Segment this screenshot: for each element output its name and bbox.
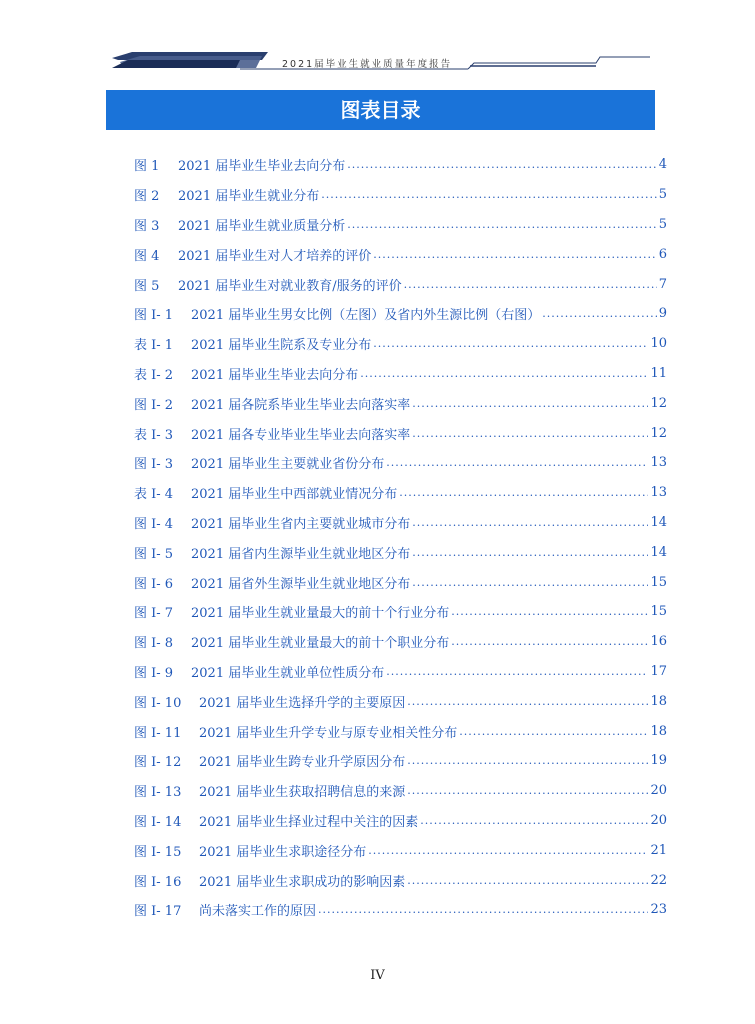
toc-entry-page: 10 bbox=[650, 336, 667, 352]
toc-entry[interactable] bbox=[134, 269, 667, 299]
toc-entry-page: 5 bbox=[658, 216, 667, 232]
toc-entry-title: 2021 届省外生源毕业生就业地区分布 bbox=[191, 576, 411, 592]
toc-entry-page: 11 bbox=[650, 365, 667, 381]
toc-entry-title: 2021 届毕业生院系及专业分布 bbox=[191, 338, 372, 354]
toc-entry-label: 图 I- 6 bbox=[134, 576, 174, 592]
toc-entry[interactable] bbox=[134, 895, 667, 925]
toc-entry[interactable] bbox=[134, 388, 667, 418]
toc-entry-label: 图 I- 8 bbox=[134, 636, 174, 652]
toc-entry-label: 表 I- 1 bbox=[134, 338, 174, 354]
toc-entry-title: 2021 届毕业生男女比例（左图）及省内外生源比例（右图） bbox=[191, 308, 541, 324]
toc-entry[interactable] bbox=[134, 448, 667, 478]
toc-leader-dots bbox=[412, 397, 648, 410]
toc-entry-title: 2021 届毕业生就业单位性质分布 bbox=[191, 665, 385, 681]
toc-leader-dots bbox=[347, 158, 657, 171]
toc-entry-page: 7 bbox=[658, 276, 667, 292]
toc-entry-title: 2021 届毕业生获取招聘信息的来源 bbox=[199, 785, 406, 801]
toc-entry[interactable] bbox=[134, 627, 667, 657]
toc-leader-dots bbox=[451, 635, 648, 648]
toc-entry[interactable] bbox=[134, 239, 667, 269]
toc-entry-label: 图 I- 3 bbox=[134, 457, 174, 473]
toc-entry-title: 2021 届毕业生就业量最大的前十个职业分布 bbox=[191, 636, 450, 652]
toc-entry-page: 21 bbox=[650, 842, 667, 858]
toc-entry[interactable] bbox=[134, 150, 667, 180]
toc-entry-page: 18 bbox=[650, 723, 667, 739]
toc-entry-label: 图 I- 13 bbox=[134, 785, 182, 801]
toc-leader-dots bbox=[407, 874, 648, 887]
toc-leader-dots bbox=[407, 695, 648, 708]
toc-leader-dots bbox=[407, 784, 648, 797]
toc-entry-title: 2021 届毕业生省内主要就业城市分布 bbox=[191, 516, 411, 532]
toc-entry-label: 图 I- 1 bbox=[134, 308, 174, 324]
toc-entry[interactable] bbox=[134, 567, 667, 597]
toc-entry-title: 2021 届毕业生选择升学的主要原因 bbox=[199, 695, 406, 711]
toc-entry[interactable] bbox=[134, 508, 667, 538]
toc-entry-label: 表 I- 2 bbox=[134, 367, 174, 383]
toc-entry-label: 表 I- 4 bbox=[134, 487, 174, 503]
toc-entry[interactable] bbox=[134, 686, 667, 716]
toc-entry-page: 13 bbox=[650, 455, 667, 471]
toc-entry-title: 2021 届毕业生毕业去向分布 bbox=[178, 159, 346, 175]
toc-entry-page: 20 bbox=[650, 783, 667, 799]
toc-entry-page: 22 bbox=[650, 872, 667, 888]
toc-entry[interactable] bbox=[134, 597, 667, 627]
toc-entry-label: 图 3 bbox=[134, 218, 160, 234]
page-number: IV bbox=[370, 968, 385, 983]
toc-entry-title: 2021 届毕业生择业过程中关注的因素 bbox=[199, 814, 419, 830]
toc-leader-dots bbox=[412, 427, 648, 440]
toc-entry-title: 2021 届毕业生就业量最大的前十个行业分布 bbox=[191, 606, 450, 622]
toc-entry-label: 图 4 bbox=[134, 248, 160, 264]
toc-entry[interactable] bbox=[134, 418, 667, 448]
toc-leader-dots bbox=[360, 367, 648, 380]
toc-entry-page: 18 bbox=[650, 693, 667, 709]
toc-entry-page: 9 bbox=[658, 306, 667, 322]
toc-entry-title: 2021 届毕业生主要就业省份分布 bbox=[191, 457, 385, 473]
toc-entry[interactable] bbox=[134, 210, 667, 240]
toc-entry-page: 4 bbox=[658, 157, 667, 173]
toc-entry[interactable] bbox=[134, 359, 667, 389]
toc-leader-dots bbox=[347, 218, 657, 231]
toc-entry-page: 12 bbox=[650, 395, 667, 411]
toc-entry-title: 尚未落实工作的原因 bbox=[199, 904, 317, 920]
toc-entry[interactable] bbox=[134, 537, 667, 567]
toc-leader-dots bbox=[412, 546, 648, 559]
toc-leader-dots bbox=[399, 486, 648, 499]
toc-entry-label: 图 I- 17 bbox=[134, 904, 182, 920]
toc-entry[interactable] bbox=[134, 776, 667, 806]
toc-entry-title: 2021 届毕业生求职成功的影响因素 bbox=[199, 874, 406, 890]
toc-entry[interactable] bbox=[134, 478, 667, 508]
toc-entry-page: 17 bbox=[650, 663, 667, 679]
toc-entry-page: 5 bbox=[658, 187, 667, 203]
toc-entry-label: 图 I- 12 bbox=[134, 755, 182, 771]
toc-leader-dots bbox=[412, 576, 648, 589]
toc-entry-title: 2021 届毕业生中西部就业情况分布 bbox=[191, 487, 398, 503]
toc-entry-label: 图 I- 15 bbox=[134, 844, 182, 860]
table-of-figures bbox=[134, 150, 667, 925]
toc-entry-title: 2021 届各专业毕业生毕业去向落实率 bbox=[191, 427, 411, 443]
toc-entry-page: 6 bbox=[658, 246, 667, 262]
toc-entry-label: 图 I- 5 bbox=[134, 546, 174, 562]
toc-entry-title: 2021 届毕业生求职途径分布 bbox=[199, 844, 367, 860]
toc-leader-dots bbox=[386, 456, 648, 469]
toc-entry[interactable] bbox=[134, 657, 667, 687]
toc-entry-label: 图 I- 2 bbox=[134, 397, 174, 413]
toc-entry[interactable] bbox=[134, 716, 667, 746]
toc-entry[interactable] bbox=[134, 835, 667, 865]
toc-entry-page: 13 bbox=[650, 485, 667, 501]
toc-leader-dots bbox=[407, 754, 648, 767]
toc-entry-title: 2021 届省内生源毕业生就业地区分布 bbox=[191, 546, 411, 562]
toc-leader-dots bbox=[373, 337, 648, 350]
toc-entry-label: 图 I- 11 bbox=[134, 725, 182, 741]
toc-leader-dots bbox=[318, 903, 648, 916]
toc-entry-label: 图 I- 4 bbox=[134, 516, 174, 532]
toc-leader-dots bbox=[459, 725, 648, 738]
toc-entry-page: 23 bbox=[650, 902, 667, 918]
header-title: 2021届毕业生就业质量年度报告 bbox=[282, 59, 453, 70]
toc-entry-label: 图 5 bbox=[134, 278, 160, 294]
toc-entry-title: 2021 届毕业生毕业去向分布 bbox=[191, 367, 359, 383]
toc-leader-dots bbox=[321, 188, 657, 201]
toc-entry-label: 图 I- 14 bbox=[134, 814, 182, 830]
toc-entry[interactable] bbox=[134, 746, 667, 776]
toc-entry-label: 图 I- 9 bbox=[134, 665, 174, 681]
toc-entry-label: 图 I- 7 bbox=[134, 606, 174, 622]
toc-entry-label: 图 I- 10 bbox=[134, 695, 182, 711]
toc-leader-dots bbox=[420, 814, 648, 827]
toc-entry-page: 14 bbox=[650, 514, 667, 530]
section-banner bbox=[106, 90, 655, 130]
toc-entry-title: 2021 届毕业生就业质量分析 bbox=[178, 218, 346, 234]
toc-entry-title: 2021 届毕业生对就业教育/服务的评价 bbox=[178, 278, 402, 294]
toc-leader-dots bbox=[373, 248, 657, 261]
toc-leader-dots bbox=[451, 605, 648, 618]
toc-entry-title: 2021 届毕业生对人才培养的评价 bbox=[178, 248, 372, 264]
toc-entry-page: 16 bbox=[650, 634, 667, 650]
toc-leader-dots bbox=[404, 278, 657, 291]
toc-entry-label: 图 1 bbox=[134, 159, 160, 175]
toc-entry-page: 12 bbox=[650, 425, 667, 441]
toc-leader-dots bbox=[368, 844, 648, 857]
toc-entry[interactable] bbox=[134, 865, 667, 895]
toc-leader-dots bbox=[412, 516, 648, 529]
toc-entry-label: 表 I- 3 bbox=[134, 427, 174, 443]
toc-leader-dots bbox=[542, 307, 657, 320]
toc-entry-label: 图 I- 16 bbox=[134, 874, 182, 890]
toc-entry-page: 20 bbox=[650, 812, 667, 828]
toc-entry-page: 15 bbox=[650, 604, 667, 620]
toc-entry-title: 2021 届毕业生升学专业与原专业相关性分布 bbox=[199, 725, 458, 741]
toc-leader-dots bbox=[386, 665, 648, 678]
page-header bbox=[0, 0, 755, 80]
toc-entry[interactable] bbox=[134, 329, 667, 359]
toc-entry-title: 2021 届毕业生跨专业升学原因分布 bbox=[199, 755, 406, 771]
toc-entry-page: 19 bbox=[650, 753, 667, 769]
toc-entry-title: 2021 届各院系毕业生毕业去向落实率 bbox=[191, 397, 411, 413]
toc-entry-title: 2021 届毕业生就业分布 bbox=[178, 189, 320, 205]
toc-entry[interactable] bbox=[134, 180, 667, 210]
toc-entry-label: 图 2 bbox=[134, 189, 160, 205]
toc-entry[interactable] bbox=[134, 806, 667, 836]
toc-entry-page: 15 bbox=[650, 574, 667, 590]
banner-title: 图表目录 bbox=[340, 98, 421, 122]
toc-entry[interactable] bbox=[134, 299, 667, 329]
toc-entry-page: 14 bbox=[650, 544, 667, 560]
